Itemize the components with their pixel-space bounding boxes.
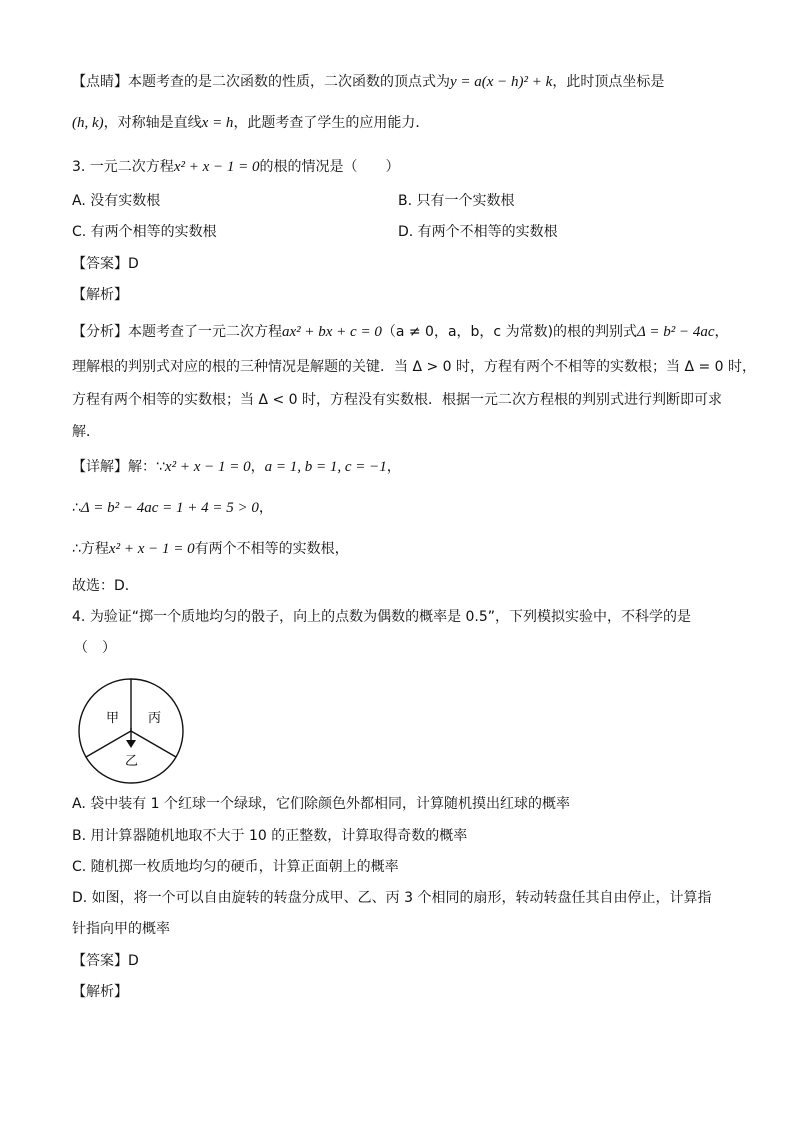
key-point-tag: 【点睛】 xyxy=(72,74,128,90)
option-b: B. 只有一个实数根 xyxy=(398,193,515,209)
option-a: A. 没有实数根 xyxy=(72,193,161,209)
option-d-line-2: 针指向甲的概率 xyxy=(72,921,170,937)
analysis-heading: 【解析】 xyxy=(72,287,128,303)
detail-line-3 xyxy=(72,539,349,559)
analysis-text: 本题考查了一元二次方程 xyxy=(128,324,282,340)
detail-text: ， xyxy=(386,459,401,475)
analysis-text: ， xyxy=(714,324,729,340)
vertex-coordinate: (h, k) xyxy=(72,115,104,131)
detail-line-4: 故选：D． xyxy=(72,578,139,594)
axis-formula: x = h xyxy=(201,115,234,131)
option-d: D. 有两个不相等的实数根 xyxy=(398,224,558,240)
option-c: C. 随机掷一枚质地均匀的硬币，计算正面朝上的概率 xyxy=(72,859,399,875)
detail-line-1 xyxy=(72,457,401,477)
detail-line-2 xyxy=(72,498,273,518)
key-point-text: 本题考查的是二次函数的性质，二次函数的顶点式为 xyxy=(128,74,450,90)
analysis-text: （a ≠ 0，a，b，c 为常数)的根的判别式 xyxy=(381,324,638,340)
question-text: 为验证“掷一个质地均匀的骰子，向上的点数为偶数的概率是 0.5”，下列模拟实验中，不科学的是 xyxy=(89,609,692,625)
detail-tag: 【详解】 xyxy=(72,459,128,475)
analysis-line-4: 解． xyxy=(72,424,100,440)
key-point-line-2 xyxy=(72,113,429,133)
option-b: B. 用计算器随机地取不大于 10 的正整数，计算取得奇数的概率 xyxy=(72,828,468,844)
question-3-stem xyxy=(72,157,400,177)
sector-label-yi: 乙 xyxy=(125,754,139,769)
question-number: 3. xyxy=(72,159,86,175)
detail-text: 解：∵ xyxy=(128,459,165,475)
option-a: A. 袋中装有 1 个红球一个绿球，它们除颜色外都相同，计算随机摸出红球的概率 xyxy=(72,796,571,812)
question-number: 4. xyxy=(72,609,86,625)
key-point-text-tail: ，此时顶点坐标是 xyxy=(552,74,665,90)
question-text-tail: 的根的情况是（ ） xyxy=(259,159,400,175)
equation: x² + x − 1 = 0 xyxy=(164,459,251,475)
analysis-line-1 xyxy=(72,322,728,342)
key-point-conclusion: ，此题考查了学生的应用能力． xyxy=(233,115,430,131)
axis-text: ，对称轴是直线 xyxy=(103,115,202,131)
analysis-line-3: 方程有两个相等的实数根；当 Δ < 0 时，方程没有实数根．根据一元二次方程根的判别式进行判断即可求 xyxy=(72,392,723,408)
analysis-heading: 【解析】 xyxy=(72,984,128,1000)
detail-text: ∴方程 xyxy=(72,541,109,557)
detail-text: ， xyxy=(258,500,273,516)
discriminant-formula: Δ = b² − 4ac xyxy=(637,324,715,340)
detail-text: ， xyxy=(250,459,265,475)
answer: 【答案】D xyxy=(72,953,139,969)
equation: x² + x − 1 = 0 xyxy=(108,541,195,557)
option-d-line-1: D. 如图，将一个可以自由旋转的转盘分成甲、乙、丙 3 个相同的扇形，转动转盘任其自由停止，计算指 xyxy=(72,890,712,906)
analysis-tag: 【分析】 xyxy=(72,324,128,340)
analysis-line-2: 理解根的判别式对应的根的三种情况是解题的关键．当 Δ > 0 时，方程有两个不相等的实数根；当 Δ = 0 时， xyxy=(72,359,757,375)
general-equation: ax² + bx + c = 0 xyxy=(282,324,382,340)
answer: 【答案】D xyxy=(72,256,139,272)
sector-label-jia: 甲 xyxy=(106,711,120,726)
question-4-stem xyxy=(72,607,691,627)
therefore-symbol: ∴ xyxy=(72,500,81,516)
answer-paren: （ ） xyxy=(74,640,116,656)
vertex-form-formula: y = a(x − h)² + k xyxy=(450,74,553,90)
coefficients: a = 1, b = 1, c = −1 xyxy=(264,459,387,475)
discriminant-calculation: Δ = b² − 4ac = 1 + 4 = 5 > 0 xyxy=(80,500,259,516)
question-text: 一元二次方程 xyxy=(89,159,174,175)
pointer-arrow-icon xyxy=(126,740,136,748)
detail-text: 有两个不相等的实数根， xyxy=(194,541,349,557)
spinner-diagram xyxy=(76,676,186,786)
key-point-line-1 xyxy=(72,72,664,92)
option-c: C. 有两个相等的实数根 xyxy=(72,224,217,240)
sector-label-bing: 丙 xyxy=(148,711,162,726)
equation: x² + x − 1 = 0 xyxy=(173,159,260,175)
